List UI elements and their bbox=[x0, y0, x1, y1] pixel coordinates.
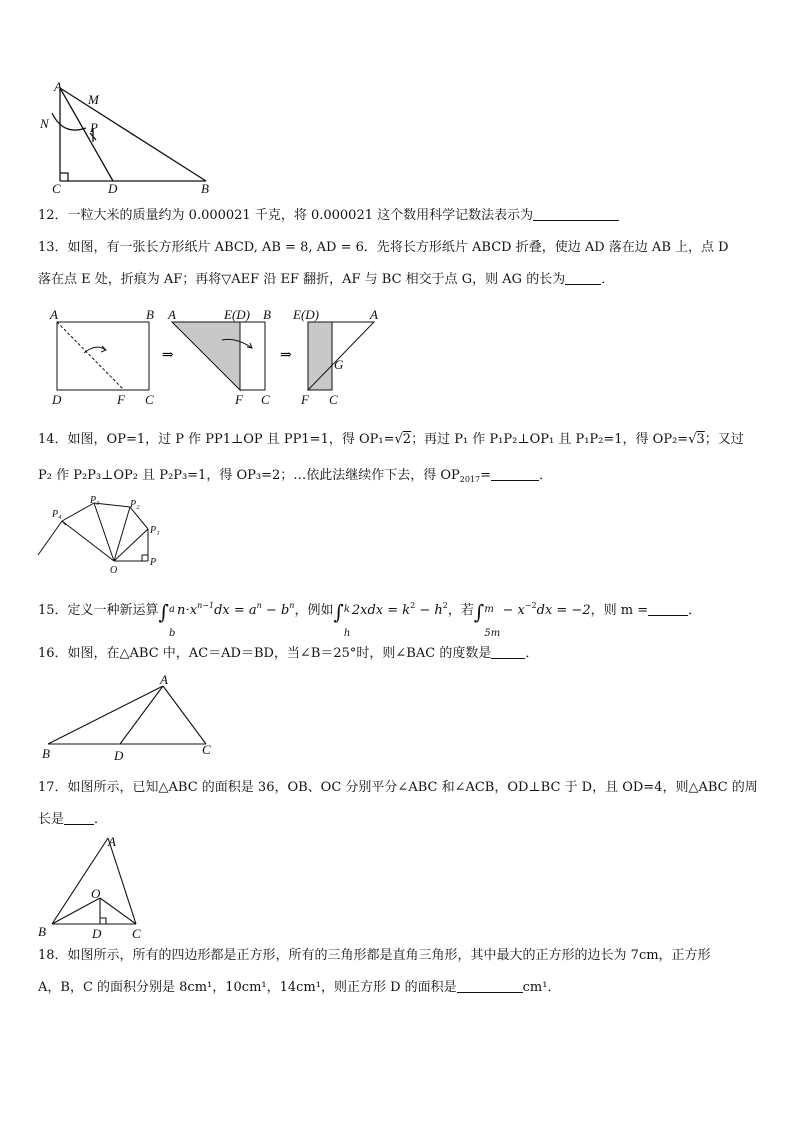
triangle-figure-q17 bbox=[36, 832, 148, 940]
svg-text:F: F bbox=[117, 392, 125, 407]
rectangle-strip bbox=[240, 322, 265, 390]
svg-text:D: D bbox=[108, 181, 118, 196]
side-ab bbox=[60, 88, 206, 181]
svg-text:B: B bbox=[38, 924, 46, 939]
arc-nm bbox=[52, 113, 86, 130]
question-18-line2: A，B，C 的面积分别是 8cm¹，10cm¹，14cm¹，则正方形 D 的面积是 cm¹． bbox=[38, 980, 561, 995]
svg-text:F: F bbox=[235, 392, 243, 407]
answer-blank bbox=[64, 812, 94, 825]
svg-text:P₄: P₄ bbox=[52, 509, 62, 520]
svg-text:N: N bbox=[40, 116, 49, 131]
svg-text:B: B bbox=[146, 307, 154, 322]
answer-blank bbox=[491, 468, 539, 481]
svg-text:C: C bbox=[261, 392, 270, 407]
answer-blank bbox=[648, 603, 688, 616]
svg-text:A: A bbox=[50, 307, 58, 322]
question-12 bbox=[38, 208, 619, 224]
answer-blank bbox=[457, 980, 523, 993]
svg-text:B: B bbox=[42, 746, 50, 761]
question-13-line2 bbox=[38, 272, 614, 288]
question-16: 16．如图，在△ABC 中，AC＝AD＝BD，当∠B＝25°时，则∠BAC 的度数是 ． bbox=[38, 646, 539, 661]
fold-line bbox=[57, 322, 124, 390]
shaded-triangle-1 bbox=[172, 322, 240, 390]
question-13-line1: 13．如图，有一张长方形纸片 ABCD, AB = 8, AD = 6．先将长方形纸片 ABCD 折叠，使边 AD 落在边 AB 上，点 D bbox=[38, 240, 729, 255]
spiral-figure-q14 bbox=[36, 495, 166, 575]
question-18-line1: 18．如图所示，所有的四边形都是正方形，所有的三角形都是直角三角形，其中最大的正方形的边长为 7cm，正方形 bbox=[38, 948, 711, 963]
svg-text:C: C bbox=[145, 392, 154, 407]
svg-text:P₂: P₂ bbox=[130, 499, 140, 510]
question-15: 15．定义一种新运算∫ a b $n\cdot x^{n-1}dx = a^n - b^n$，例如∫ k h $2xdx = k^2 - h^2$，若∫ m 5m − $x^{-2}dx = -2$，则 m = ． bbox=[38, 600, 702, 639]
question-14-line1: 14．如图，OP=1，过 P 作 PP1⊥OP 且 PP1=1，得 OP₁=√2；再过 P₁ 作 P₁P₂⊥OP₁ 且 P₁P₂=1，得 OP₂=√3；又过 bbox=[38, 432, 744, 447]
svg-text:F: F bbox=[301, 392, 309, 407]
period: ． bbox=[601, 272, 615, 287]
svg-text:B: B bbox=[201, 181, 209, 196]
svg-text:D: D bbox=[92, 926, 102, 940]
answer-blank bbox=[491, 646, 525, 659]
svg-text:⇒: ⇒ bbox=[280, 347, 292, 363]
sqrt-sign: √ bbox=[394, 432, 403, 447]
svg-text:A: A bbox=[108, 834, 116, 849]
question-12-text: 12．一粒大米的质量约为 0.000021 千克，将 0.000021 这个数用科学记数法表示为 bbox=[38, 208, 534, 223]
svg-text:O: O bbox=[91, 886, 101, 901]
svg-text:M: M bbox=[88, 92, 99, 107]
svg-text:A: A bbox=[54, 79, 62, 94]
svg-text:⇒: ⇒ bbox=[162, 347, 174, 363]
svg-text:E(D): E(D) bbox=[293, 307, 319, 322]
svg-text:C: C bbox=[52, 181, 61, 196]
svg-text:C: C bbox=[202, 742, 211, 757]
svg-text:D: D bbox=[114, 748, 124, 763]
question-13-text: 落在点 E 处，折痕为 AF；再将▽AEF 沿 EF 翻折，AF 与 BC 相交于点 G，则 AG 的长为 bbox=[38, 272, 566, 287]
svg-text:P: P bbox=[150, 557, 157, 568]
svg-text:G: G bbox=[334, 357, 344, 372]
rectangle-abcd bbox=[57, 322, 149, 390]
svg-text:B: B bbox=[263, 307, 271, 322]
shaded-rect bbox=[308, 322, 332, 390]
right-angle-mark bbox=[60, 173, 68, 181]
svg-text:A: A bbox=[370, 307, 378, 322]
answer-blank bbox=[565, 272, 601, 285]
question-17-line2: 长是 ． bbox=[38, 812, 108, 827]
svg-text:D: D bbox=[52, 392, 62, 407]
question-14-line2: P₂ 作 P₂P₃⊥OP₂ 且 P₂P₃=1，得 OP₃=2；…依此法继续作下去，得 $OP_{2017}=$ ． bbox=[38, 468, 553, 484]
svg-text:O: O bbox=[110, 565, 118, 575]
svg-text:P₃: P₃ bbox=[90, 495, 100, 506]
svg-text:A: A bbox=[160, 672, 168, 687]
svg-text:A: A bbox=[168, 307, 176, 322]
triangle-figure-q11 bbox=[38, 78, 228, 196]
segment-ad bbox=[60, 88, 113, 181]
triangle-figure-q16 bbox=[36, 672, 216, 764]
svg-text:E(D): E(D) bbox=[224, 307, 250, 322]
svg-text:P₁: P₁ bbox=[150, 525, 160, 536]
answer-blank bbox=[533, 208, 619, 221]
svg-text:P: P bbox=[90, 120, 98, 135]
folding-figure-q13 bbox=[44, 305, 394, 410]
svg-text:C: C bbox=[329, 392, 338, 407]
svg-text:C: C bbox=[132, 926, 141, 940]
question-17-line1: 17．如图所示，已知△ABC 的面积是 36，OB、OC 分别平分∠ABC 和∠ACB，OD⊥BC 于 D，且 OD=4，则△ABC 的周 bbox=[38, 780, 758, 795]
